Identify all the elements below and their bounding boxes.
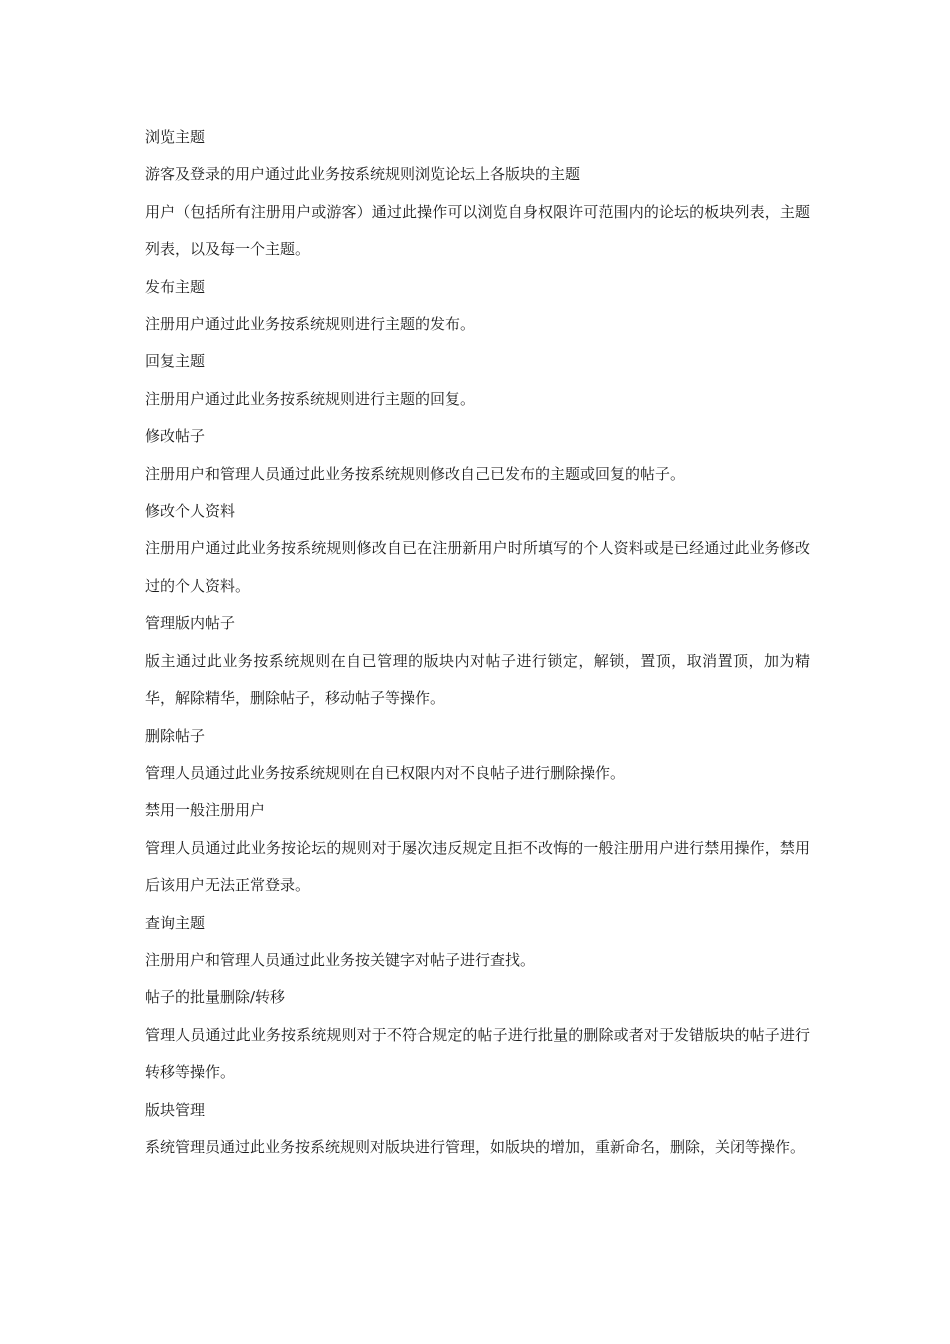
section-paragraph: 管理人员通过此业务按系统规则在自已权限内对不良帖子进行删除操作。 — [145, 763, 626, 782]
section-heading: 查询主题 — [145, 913, 206, 932]
section-paragraph: 系统管理员通过此业务按系统规则对版块进行管理，如版块的增加，重新命名，删除，关闭等操作。 — [145, 1137, 806, 1156]
section-heading: 修改帖子 — [145, 427, 206, 446]
section-paragraph: 管理人员通过此业务按论坛的规则对于屡次违反规定且拒不改悔的一般注册用户进行禁用操作，禁用后该用户无法正常登录。 — [145, 838, 810, 895]
section-paragraph: 管理人员通过此业务按系统规则对于不符合规定的帖子进行批量的删除或者对于发错版块的帖子进行转移等操作。 — [145, 1025, 810, 1082]
section-paragraph: 游客及登录的用户通过此业务按系统规则浏览论坛上各版块的主题 — [145, 165, 581, 184]
section-heading: 版块管理 — [145, 1100, 206, 1119]
section-paragraph: 注册用户和管理人员通过此业务按系统规则修改自己已发布的主题或回复的帖子。 — [145, 464, 686, 483]
section-heading: 帖子的批量删除/转移 — [145, 988, 286, 1007]
section-heading: 修改个人资料 — [145, 502, 236, 521]
section-heading: 禁用一般注册用户 — [145, 801, 266, 820]
document-body — [145, 119, 810, 1166]
section-heading: 删除帖子 — [145, 726, 206, 745]
section-paragraph: 注册用户和管理人员通过此业务按关键字对帖子进行查找。 — [145, 950, 536, 969]
section-paragraph: 用户（包括所有注册用户或游客）通过此操作可以浏览自身权限许可范围内的论坛的板块列表，主题列表，以及每一个主题。 — [145, 202, 810, 259]
section-heading: 发布主题 — [145, 277, 206, 296]
section-paragraph: 注册用户通过此业务按系统规则进行主题的发布。 — [145, 315, 476, 334]
section-paragraph: 注册用户通过此业务按系统规则进行主题的回复。 — [145, 389, 476, 408]
section-heading: 管理版内帖子 — [145, 614, 236, 633]
section-paragraph: 版主通过此业务按系统规则在自已管理的版块内对帖子进行锁定，解锁，置顶，取消置顶，加为精华，解除精华，删除帖子，移动帖子等操作。 — [145, 651, 810, 708]
section-paragraph: 注册用户通过此业务按系统规则修改自已在注册新用户时所填写的个人资料或是已经通过此业务修改过的个人资料。 — [145, 539, 810, 595]
section-heading: 浏览主题 — [145, 128, 206, 146]
section-heading: 回复主题 — [145, 352, 206, 371]
